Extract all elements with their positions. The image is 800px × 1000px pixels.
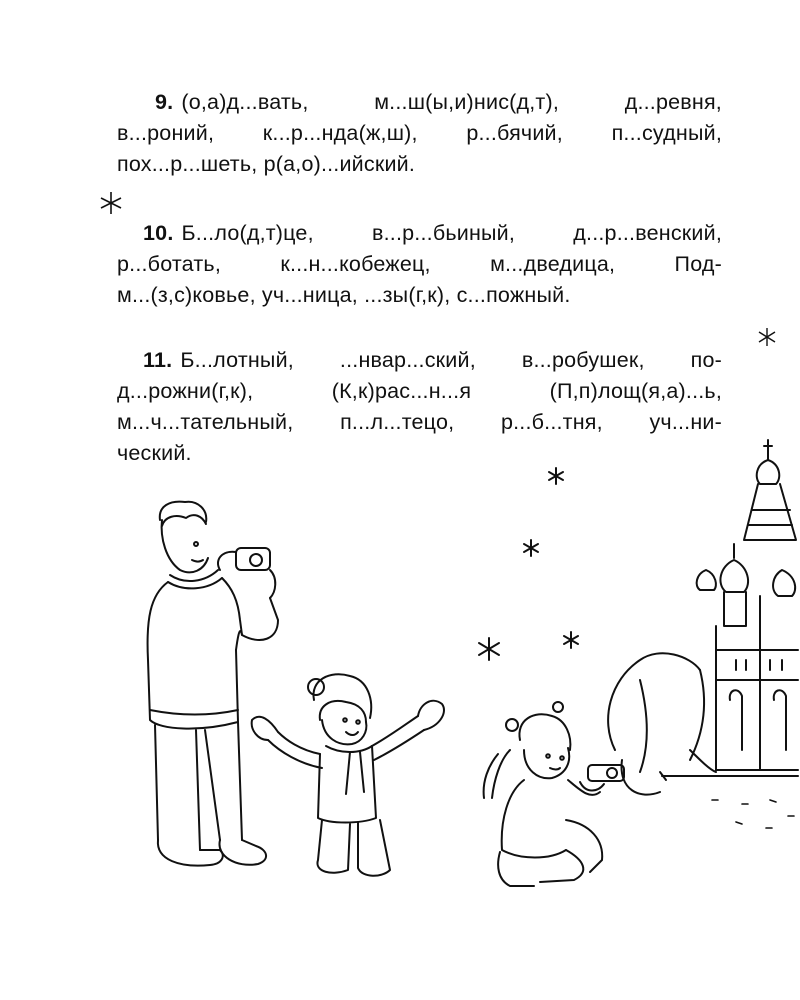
ground-marks [712,800,794,828]
exercise-line: д...рожни(г,к), (К,к)рас...н...я (П,п)лощ(я,а)...ь, [117,379,722,403]
snowflake-icon [564,632,578,648]
exercise-line [117,345,722,376]
snowflake-icon [98,190,124,216]
exercise-10 [117,218,722,311]
winter-scene-illustration [0,420,800,920]
exercise-line: пох...р...шеть, р(а,о)...ийский. [117,152,416,176]
exercise-line: р...ботать, к...н...кобежец, м...дведица, Под- [117,252,722,276]
child-with-camera-figure [484,702,624,886]
exercise-text: Б...лотный, ...нвар...ский, в...робушек, по- [180,348,722,372]
exercise-number: 11. [143,348,173,372]
snowflake-icon [549,468,563,484]
cathedral-outline [662,440,798,776]
father-figure [148,502,278,866]
exercise-text: (о,а)д...вать, м...ш(ы,и)нис(д,т), д...ревня, [181,90,722,114]
exercise-line: м...(з,с)ковье, уч...ница, ...зы(г,к), с...пожный. [117,283,571,307]
exercise-number: 10. [143,221,174,245]
exercise-line [117,218,722,249]
snowflake-icon [756,326,778,348]
exercise-line: м...ч...тательный, п...л...тецо, р...б...тня, уч...ни- [117,410,722,434]
exercise-text: Б...ло(д,т)це, в...р...бьиный, д...р...венский, [181,221,722,245]
child-figure [252,674,444,876]
snowflake-icon [479,638,499,660]
snowflake-icon [524,540,538,556]
exercise-number: 9. [155,90,174,114]
exercise-line [117,87,722,118]
exercise-line: ческий. [117,441,192,465]
exercise-line: в...роний, к...р...нда(ж,ш), р...бячий, п...судный, [117,121,722,145]
exercise-9 [117,87,722,180]
